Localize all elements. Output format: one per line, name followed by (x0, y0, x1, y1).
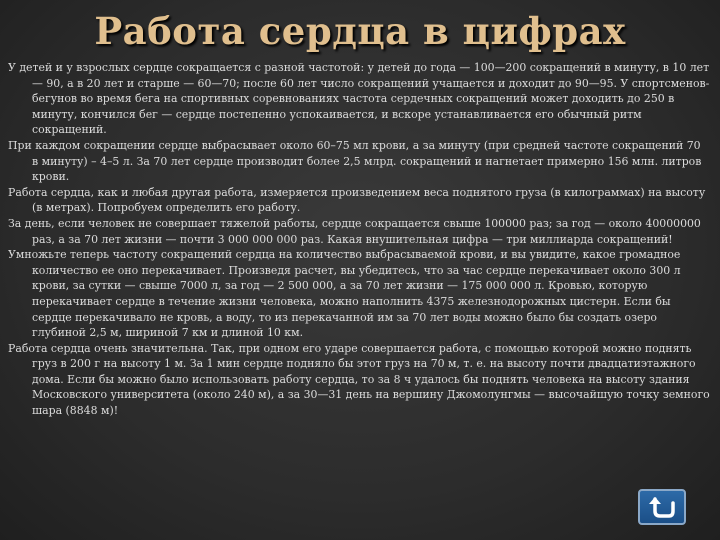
slide-body (8, 60, 710, 419)
slide-title: Работа сердца в цифрах (94, 9, 626, 53)
paragraph-work-definition: Работа сердца, как и любая другая работа, измеряется произведением веса поднятого груза (в килограммах) на высоту (в метрах). Попробуем определить его работу. (8, 185, 706, 215)
paragraph-heart-rate: У детей и у взрослых сердце сокращается с разной частотой: у детей до года — 100—200 сокращений в минуту, в 10 лет — 90, а в 20 лет и старше — 60—70; после 60 лет число сокращений учащается и доходит до 90—95. У спортсменов-бегунов во время бега на спортивных соревнованиях частота сердечных сокращений может доходить до 250 в минуту, кончился бег — сердце постепенно успокаивается, и вскоре устанавливается его обычный ритм сокращений. (8, 61, 710, 137)
paragraph-contraction-count: За день, если человек не совершает тяжелой работы, сердце сокращается свыше 100000 раз; за год — около 40000000 раз, а за 70 лет жизни — почти 3 000 000 000 раз. Какая внушительная цифра — три миллиарда сокращений! (8, 216, 701, 246)
paragraph-pumped-volume: Умножьте теперь частоту сокращений сердца на количество выбрасываемой крови, и вы увидите, какое громадное количество ее оно перекачивает. Произведя расчет, вы убедитесь, что за час сердце перекачивает около 300 л крови, за сутки — свыше 7000 л, за год — 2 500 000, а за 70 лет жизни — 175 000 000 л. Кровью, которую перекачивает сердце в течение жизни человека, можно наполнить 4375 железнодорожных цистерн. Если бы сердце перекачивало не кровь, а воду, то из перекачанной им за 70 лет воды можно было бы создать озеро глубиной 2,5 м, шириной 7 км и длиной 10 км. (8, 248, 681, 340)
paragraph-heart-work: Работа сердца очень значительна. Так, при одном его ударе совершается работа, с помощью которой можно поднять груз в 200 г на высоту 1 м. За 1 мин сердце подняло бы этот груз на 70 м, т. е. на высоту почти двадцатиэтажного дома. Если бы можно было использовать работу сердца, то за 8 ч удалось бы поднять человека на высоту здания Московского университета (около 240 м), а за 30—31 день на вершину Джомолунгмы — высочайшую точку земного шара (8848 м)! (8, 341, 710, 418)
paragraph-blood-volume: При каждом сокращении сердце выбрасывает около 60–75 мл крови, а за минуту (при средней частоте сокращений 70 в минуту) – 4–5 л. За 70 лет сердце производит более 2,5 млрд. сокращений и нагнетает примерно 156 млн. литров крови. (8, 138, 702, 184)
return-arrow-icon (647, 495, 677, 519)
return-button[interactable] (638, 489, 686, 525)
